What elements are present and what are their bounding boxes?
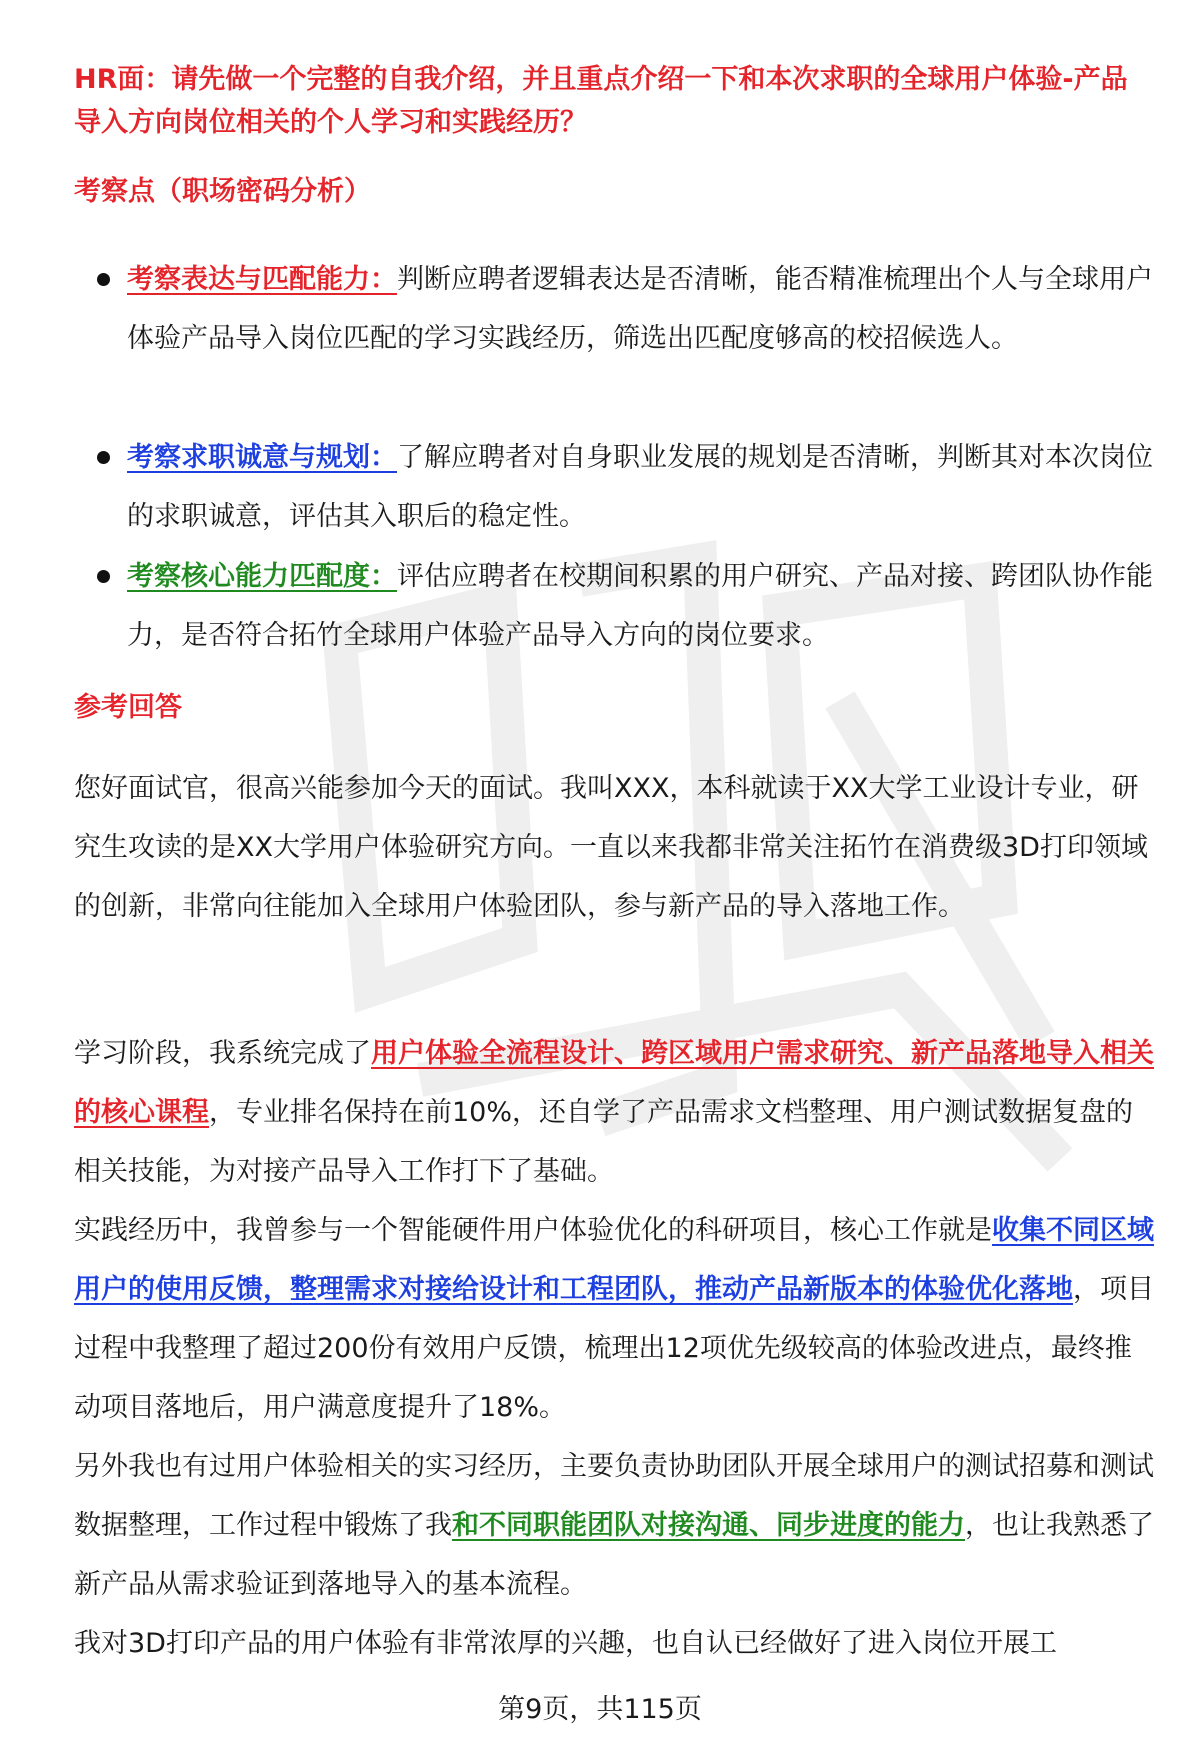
analysis-item-sincerity xyxy=(127,428,1157,546)
question-title: HR面：请先做一个完整的自我介绍，并且重点介绍一下和本次求职的全球用户体验-产品导入方向岗位相关的个人学习和实践经历？ xyxy=(74,64,1128,138)
analysis-keyword: 考察核心能力匹配度： xyxy=(127,561,397,592)
answer-paragraph-study xyxy=(74,1024,1156,1201)
bullet-dot xyxy=(97,273,110,286)
analysis-text: 评估应聘者在校期间积累的用户研究、产品对接、跨团队协作能力，是否符合拓竹全球用户体验产品导入方向的岗位要求。 xyxy=(127,561,1153,651)
answer-heading: 参考回答 xyxy=(74,692,182,723)
answer-paragraph-intro: 您好面试官，很高兴能参加今天的面试。我叫XXX，本科就读于XX大学工业设计专业，研究生攻读的是XX大学用户体验研究方向。一直以来我都非常关注拓竹在消费级3D打印领域的创新，非常向往能加入全球用户体验团队，参与新产品的导入落地工作。 xyxy=(74,773,1148,922)
highlight-communication: 和不同职能团队对接沟通、同步进度的能力 xyxy=(452,1510,965,1541)
analysis-item-core-ability xyxy=(127,547,1157,665)
analysis-text: 了解应聘者对自身职业发展的规划是否清晰，判断其对本次岗位的求职诚意，评估其入职后的稳定性。 xyxy=(127,442,1153,532)
paragraph-text: 实践经历中，我曾参与一个智能硬件用户体验优化的科研项目，核心工作就是 xyxy=(74,1215,992,1246)
paragraph-text: ，专业排名保持在前10%，还自学了产品需求文档整理、用户测试数据复盘的相关技能，为对接产品导入工作打下了基础。 xyxy=(74,1097,1134,1187)
paragraph-text: 学习阶段，我系统完成了 xyxy=(74,1038,371,1069)
analysis-text: 判断应聘者逻辑表达是否清晰，能否精准梳理出个人与全球用户体验产品导入岗位匹配的学习实践经历，筛选出匹配度够高的校招候选人。 xyxy=(127,264,1153,354)
page-number: 第9页，共115页 xyxy=(498,1694,702,1725)
analysis-keyword: 考察求职诚意与规划： xyxy=(127,442,397,473)
bullet-dot xyxy=(97,570,110,583)
bullet-dot xyxy=(97,451,110,464)
analysis-keyword: 考察表达与匹配能力： xyxy=(127,264,397,295)
highlight-courses: 用户体验全流程设计、跨区域用户需求研究、新产品落地导入相关的核心课程 xyxy=(74,1038,1154,1128)
paragraph-text: 另外我也有过用户体验相关的实习经历，主要负责协助团队开展全球用户的测试招募和测试数据整理，工作过程中锻炼了我 xyxy=(74,1451,1154,1541)
analysis-heading: 考察点（职场密码分析） xyxy=(74,176,371,207)
answer-paragraph-practice xyxy=(74,1201,1156,1437)
answer-paragraph-internship xyxy=(74,1437,1156,1614)
highlight-project: 收集不同区域用户的使用反馈，整理需求对接给设计和工程团队，推动产品新版本的体验优化落地 xyxy=(74,1215,1154,1305)
paragraph-text: ，也让我熟悉了新产品从需求验证到落地导入的基本流程。 xyxy=(74,1510,1154,1600)
answer-paragraph-interest: 我对3D打印产品的用户体验有非常浓厚的兴趣，也自认已经做好了进入岗位开展工 xyxy=(74,1628,1057,1659)
paragraph-text: ，项目过程中我整理了超过200份有效用户反馈，梳理出12项优先级较高的体验改进点，最终推动项目落地后，用户满意度提升了18%。 xyxy=(74,1274,1154,1423)
analysis-item-expression xyxy=(127,250,1157,368)
